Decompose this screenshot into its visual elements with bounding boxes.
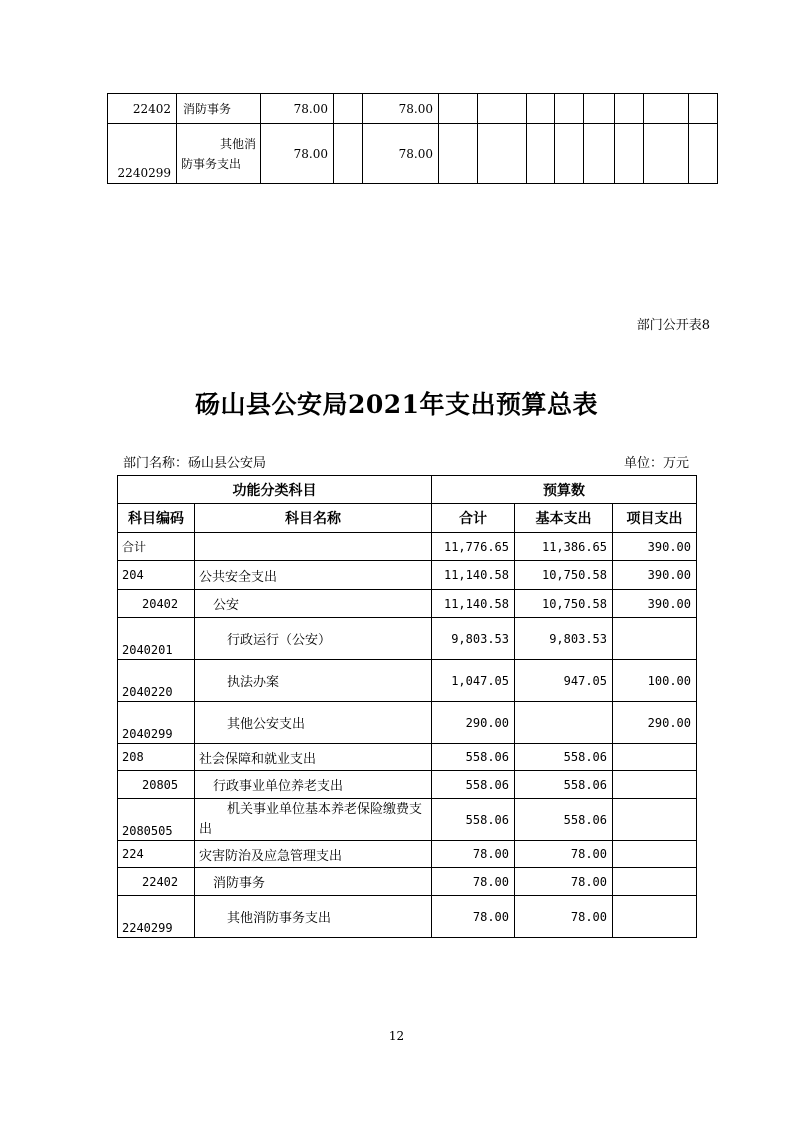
row-basic: 78.00 [515, 868, 613, 896]
row-basic: 558.06 [515, 799, 613, 841]
empty-cell [334, 124, 363, 184]
row-total: 78.00 [432, 896, 515, 938]
row-code: 224 [118, 841, 195, 868]
empty-cell [615, 94, 644, 124]
row-name: 执法办案 [195, 660, 432, 702]
row-total: 11,776.65 [432, 533, 515, 561]
row-project [613, 618, 697, 660]
table-row [118, 744, 697, 771]
row-project: 390.00 [613, 533, 697, 561]
row-name: 行政运行（公安） [195, 618, 432, 660]
header-function-category: 功能分类科目 [118, 476, 432, 504]
col-header-project: 项目支出 [613, 504, 697, 533]
table-row [118, 841, 697, 868]
unit-label: 单位：万元 [623, 456, 689, 471]
row-name: 行政事业单位养老支出 [195, 771, 432, 799]
row-total: 9,803.53 [432, 618, 515, 660]
row-code: 2040220 [118, 660, 195, 702]
empty-cell [644, 124, 689, 184]
row-basic: 558.06 [515, 744, 613, 771]
row-total: 11,140.58 [432, 590, 515, 618]
row-project [613, 771, 697, 799]
row-project: 290.00 [613, 702, 697, 744]
empty-cell [439, 94, 478, 124]
empty-cell [584, 124, 615, 184]
row-name: 其他消防事务支出 [195, 896, 432, 938]
table-row [118, 799, 697, 841]
row-total: 78.00 [261, 124, 334, 184]
col-header-name: 科目名称 [195, 504, 432, 533]
empty-cell [644, 94, 689, 124]
row-code: 合计 [118, 533, 195, 561]
row-project [613, 744, 697, 771]
empty-cell [478, 124, 527, 184]
row-basic: 10,750.58 [515, 590, 613, 618]
row-basic: 11,386.65 [515, 533, 613, 561]
header-budget: 预算数 [432, 476, 697, 504]
empty-cell [555, 94, 584, 124]
table-row [118, 771, 697, 799]
table-row [118, 533, 697, 561]
row-basic: 947.05 [515, 660, 613, 702]
empty-cell [334, 94, 363, 124]
table-row [118, 702, 697, 744]
department-name: 部门名称：砀山县公安局 [123, 456, 267, 471]
row-name: 消防事务 [177, 94, 261, 124]
col-header-code: 科目编码 [118, 504, 195, 533]
row-name: 社会保障和就业支出 [195, 744, 432, 771]
row-basic: 78.00 [363, 94, 439, 124]
row-code: 22402 [118, 868, 195, 896]
row-code: 2080505 [118, 799, 195, 841]
empty-cell [439, 124, 478, 184]
empty-cell [584, 94, 615, 124]
row-name [177, 124, 261, 184]
row-code: 2240299 [108, 124, 177, 184]
table-row [118, 590, 697, 618]
empty-cell [527, 94, 555, 124]
row-name: 其他公安支出 [195, 702, 432, 744]
empty-cell [615, 124, 644, 184]
row-name: 公共安全支出 [195, 561, 432, 590]
row-total: 78.00 [432, 841, 515, 868]
row-name: 公安 [195, 590, 432, 618]
row-total: 78.00 [432, 868, 515, 896]
empty-cell [478, 94, 527, 124]
row-basic: 558.06 [515, 771, 613, 799]
row-name-line2: 防事务支出 [181, 156, 242, 171]
row-total: 290.00 [432, 702, 515, 744]
col-header-total: 合计 [432, 504, 515, 533]
row-code: 208 [118, 744, 195, 771]
empty-cell [555, 124, 584, 184]
row-total: 558.06 [432, 771, 515, 799]
table-label: 部门公开表8 [636, 318, 710, 333]
table-row [108, 94, 718, 124]
row-code: 2040299 [118, 702, 195, 744]
row-project: 100.00 [613, 660, 697, 702]
row-name: 消防事务 [195, 868, 432, 896]
table-row [108, 124, 718, 184]
table-row [118, 660, 697, 702]
table-row [118, 618, 697, 660]
table-row [118, 896, 697, 938]
row-code: 20402 [118, 590, 195, 618]
row-project [613, 841, 697, 868]
continued-table [107, 93, 718, 184]
row-code: 22402 [108, 94, 177, 124]
row-code: 204 [118, 561, 195, 590]
row-basic [515, 702, 613, 744]
row-total: 11,140.58 [432, 561, 515, 590]
row-basic: 10,750.58 [515, 561, 613, 590]
row-name: 灾害防治及应急管理支出 [195, 841, 432, 868]
row-name-line1: 其他消 [219, 136, 256, 151]
row-total: 558.06 [432, 744, 515, 771]
row-project [613, 799, 697, 841]
row-project: 390.00 [613, 590, 697, 618]
empty-cell [527, 124, 555, 184]
row-name: 机关事业单位基本养老保险缴费支出 [195, 799, 432, 841]
row-basic: 78.00 [363, 124, 439, 184]
row-project: 390.00 [613, 561, 697, 590]
page-number: 12 [388, 1029, 405, 1043]
page-title: 砀山县公安局2021年支出预算总表 [194, 390, 599, 419]
row-total: 78.00 [261, 94, 334, 124]
col-header-basic: 基本支出 [515, 504, 613, 533]
row-name [195, 533, 432, 561]
row-total: 1,047.05 [432, 660, 515, 702]
budget-table [117, 475, 697, 938]
table-row [118, 561, 697, 590]
empty-cell [689, 124, 718, 184]
row-project [613, 868, 697, 896]
row-total: 558.06 [432, 799, 515, 841]
table-row [118, 868, 697, 896]
row-basic: 78.00 [515, 896, 613, 938]
row-code: 2040201 [118, 618, 195, 660]
table-header-group [118, 476, 697, 504]
row-project [613, 896, 697, 938]
row-basic: 9,803.53 [515, 618, 613, 660]
empty-cell [689, 94, 718, 124]
table-header [118, 504, 697, 533]
row-code: 2240299 [118, 896, 195, 938]
row-code: 20805 [118, 771, 195, 799]
row-basic: 78.00 [515, 841, 613, 868]
